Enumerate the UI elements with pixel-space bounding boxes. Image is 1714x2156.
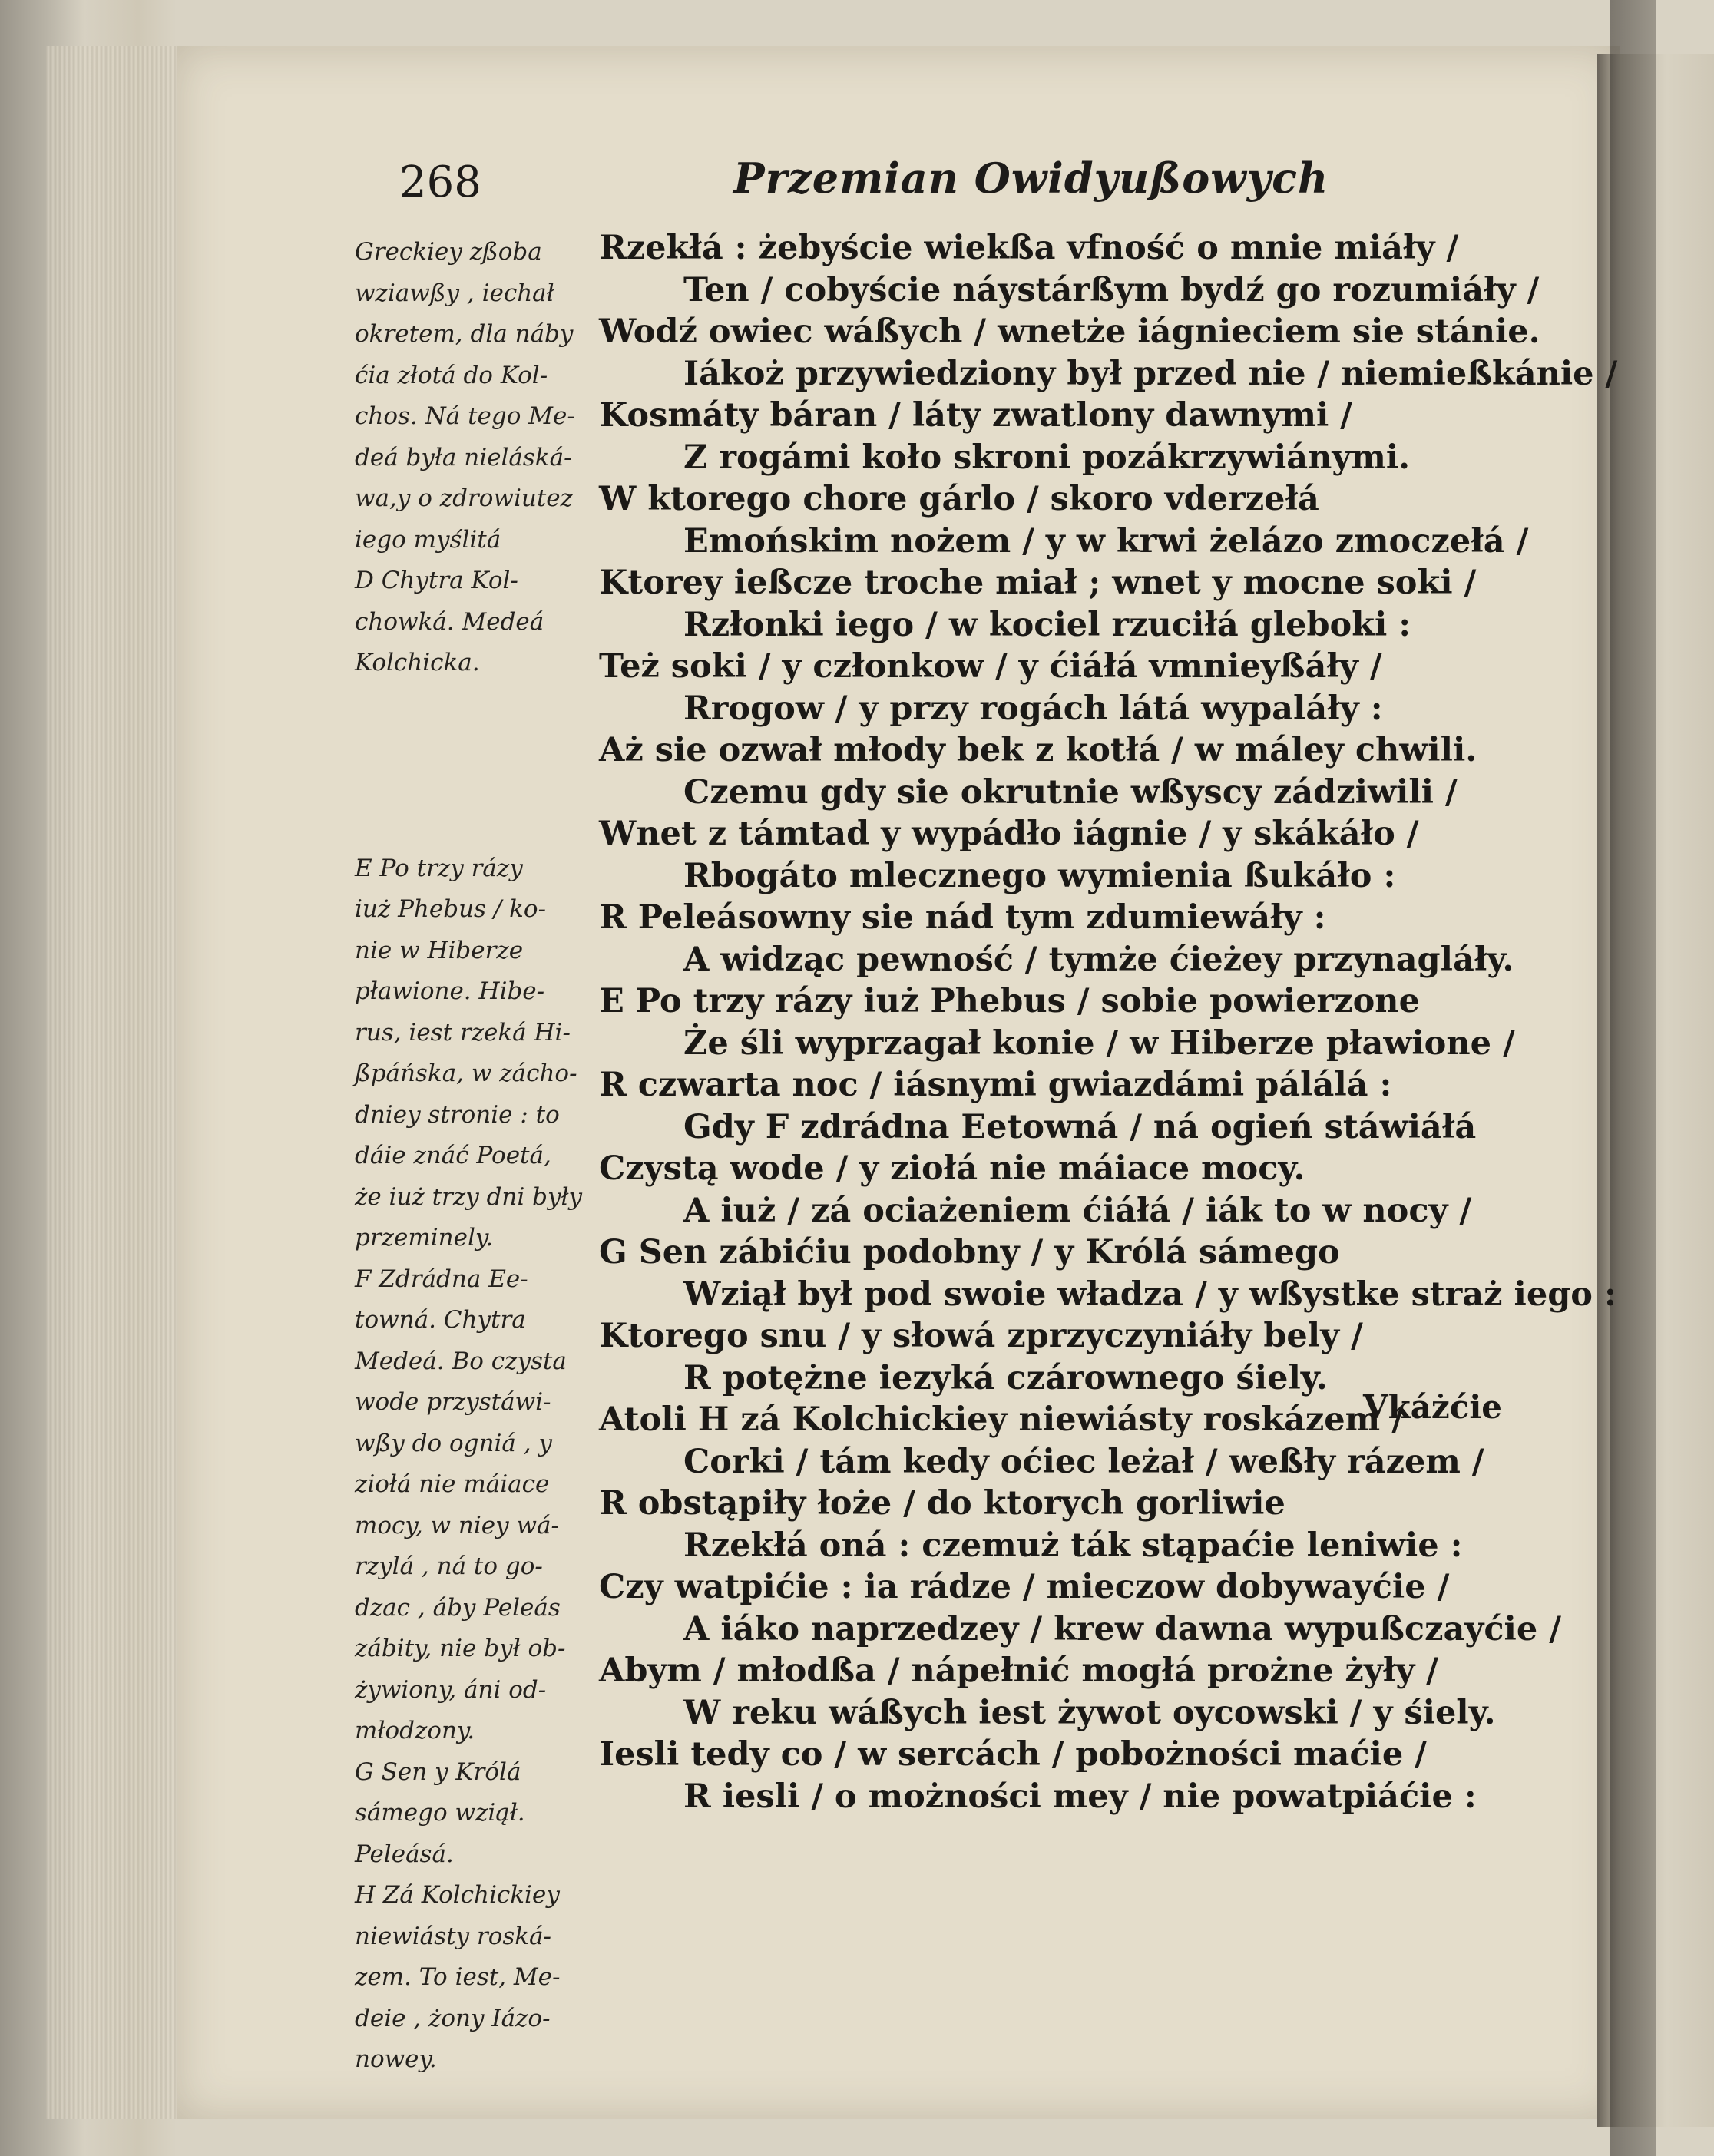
margin-note-line: sámego wziął. (355, 1799, 525, 1827)
margin-note-line: dniey stronie : to (355, 1100, 560, 1129)
margin-note-line: G Sen y Królá (355, 1758, 521, 1786)
margin-note-line: deá była nieláská- (355, 443, 572, 471)
margin-note-line: Kolchicka. (355, 649, 480, 676)
verse-line: Rzłonki iego / w kociel rzuciłá gleboki : (683, 605, 1411, 644)
margin-note-line: Peleásá. (355, 1840, 454, 1868)
margin-note-line: nie w Hiberze (355, 936, 524, 964)
margin-note-line: deie , żony Iázo- (355, 2004, 551, 2032)
verse-line: Rzekłá : żebyście wiekßa vfność o mnie miáły / (599, 229, 1459, 267)
margin-note-line: ßpáńska, w zácho- (355, 1060, 577, 1087)
margin-note-line: zábity, nie był ob- (355, 1635, 566, 1662)
margin-note-line: chos. Ná tego Me- (355, 402, 575, 430)
page-number: 268 (399, 157, 481, 207)
margin-note-line: H Zá Kolchickiey (355, 1881, 560, 1909)
margin-note-line: żywiony, áni od- (355, 1675, 547, 1704)
catchword: Vkáżćie (1363, 1388, 1503, 1426)
verse-line: Iesli tedy co / w sercách / pobożności maćie / (599, 1735, 1427, 1774)
verse-line: W ktorego chore gárlo / skoro vderzełá (599, 480, 1319, 518)
running-title: Przemian Owidyußowych (733, 154, 1329, 203)
verse-line: A iáko naprzedzey / krew dawna wypußczayćie / (683, 1609, 1561, 1648)
verse-line: Ktorego snu / y słowá zprzyczyniáły bely / (599, 1317, 1363, 1355)
margin-note-line: przeminely. (355, 1224, 494, 1252)
verse-line: Z rogámi koło skroni pozákrzywiánymi. (683, 438, 1411, 477)
margin-note-line: młodzony. (355, 1717, 475, 1744)
margin-note-line: D Chytra Kol- (355, 567, 518, 594)
margin-note-line: zem. To iest, Me- (355, 1963, 561, 1991)
margin-note-line: wßy do ogniá , y (355, 1429, 552, 1457)
margin-note-line: rzylá , ná to go- (355, 1553, 543, 1580)
margin-note-line (355, 766, 585, 808)
margin-note-line: Greckiey zßoba (355, 238, 542, 266)
margin-note-line: wa,y o zdrowiutez (355, 484, 573, 512)
verse-line: Corki / tám kedy oćiec leżał / weßły rázem / (683, 1442, 1484, 1481)
verse-line: R Peleásowny sie nád tym zdumiewáły : (599, 898, 1326, 937)
verse-line: Aż sie ozwał młody bek z kotłá / w máley chwili. (599, 731, 1477, 769)
margin-note-line: iego myślitá (355, 525, 501, 554)
verse-line: A widząc pewność / tymże ćieżey przynagláły. (683, 940, 1514, 979)
margin-note-line: pławione. Hibe- (355, 977, 545, 1005)
margin-note-line: wode przystáwi- (355, 1388, 551, 1416)
margin-note-line: okretem, dla náby (355, 320, 574, 348)
verse-line: Emońskim nożem / y w krwi żelázo zmoczełá / (683, 521, 1529, 560)
margin-note-line: chowká. Medeá (355, 607, 544, 636)
verse-line: Ten / cobyście náystárßym bydź go rozumiáły / (683, 270, 1540, 309)
verse-line: Iákoż przywiedziony był przed nie / niemießkánie / (683, 354, 1618, 393)
margin-note-line: że iuż trzy dni były (355, 1182, 583, 1211)
margin-note-line: nowey. (355, 2045, 437, 2073)
verse-line: Abym / młodßa / nápełnić mogłá prożne żyły / (599, 1652, 1439, 1690)
margin-notes (355, 232, 585, 2081)
margin-note-line: F Zdrádna Ee- (355, 1265, 528, 1293)
verse-text (599, 227, 1618, 1817)
verse-line: Ktorey ießcze troche miał ; wnet y mocne soki / (599, 564, 1477, 602)
verse-line: Atoli H zá Kolchickiey niewiásty roskázem / (599, 1400, 1404, 1439)
margin-note-line: mocy, w niey wá- (355, 1511, 559, 1539)
verse-line: Rrogow / y przy rogách látá wypaláły : (683, 689, 1383, 728)
verse-line: E Po trzy rázy iuż Phebus / sobie powierzone (599, 982, 1420, 1020)
verse-line: Rbogáto mlecznego wymienia ßukáło : (683, 856, 1396, 895)
verse-line: Rzekłá oná : czemuż ták stąpaćie leniwie : (683, 1526, 1463, 1565)
margin-note-line: Medeá. Bo czysta (355, 1347, 567, 1375)
margin-note-line: ćia złotá do Kol- (355, 361, 548, 389)
margin-note-line: niewiásty roská- (355, 1922, 552, 1950)
verse-line: Kosmáty báran / láty zwatlony dawnymi / (599, 396, 1352, 435)
verse-line: W reku wáßych iest żywot oycowski / y śiely. (683, 1693, 1496, 1732)
verse-line: G Sen zábićiu podobny / y Królá sámego (599, 1233, 1340, 1271)
verse-line: Też soki / y członkow / y ćiáłá vmnieyßáły / (599, 647, 1382, 686)
verse-line: R czwarta noc / iásnymi gwiazdámi pálálá : (599, 1066, 1392, 1104)
verse-line: R obstąpiły łoże / do ktorych gorliwie (599, 1484, 1286, 1523)
verse-line: Czemu gdy sie okrutnie wßyscy zádziwili / (683, 772, 1458, 812)
margin-note-line: dáie znáć Poetá, (355, 1142, 551, 1169)
verse-line: Czystą wode / y ziołá nie máiace mocy. (599, 1149, 1305, 1188)
verse-line: Czy watpićie : ia rádze / mieczow dobywayćie / (599, 1568, 1450, 1606)
margin-note-line (355, 807, 585, 848)
margin-note-line: towná. Chytra (355, 1306, 526, 1334)
margin-note-line: rus, iest rzeká Hi- (355, 1018, 571, 1047)
verse-line: Że śli wyprzagał konie / w Hiberze pławione / (683, 1023, 1515, 1063)
verse-line: Wnet z támtad y wypádło iágnie / y skákáło / (599, 815, 1419, 853)
margin-note-line: wziawßy , iechał (355, 279, 554, 307)
verse-line: R potężne iezyká czárownego śiely. (683, 1358, 1328, 1397)
margin-note-line: iuż Phebus / ko- (355, 895, 547, 923)
margin-note-line (355, 725, 585, 766)
verse-line: R iesli / o możności mey / nie powatpiáćie : (683, 1777, 1477, 1816)
margin-note-line: E Po trzy rázy (355, 854, 523, 882)
verse-line: Gdy F zdrádna Eetowná / ná ogień stáwiáłá (683, 1107, 1477, 1146)
margin-note-line (355, 684, 585, 726)
spine (1610, 0, 1656, 2156)
margin-note-line: dzac , áby Peleás (355, 1593, 561, 1622)
verse-line: Wodź owiec wáßych / wnetże iágnieciem sie stánie. (599, 312, 1540, 351)
margin-note-line: ziołá nie máiace (355, 1470, 550, 1498)
verse-line: A iuż / zá ociażeniem ćiáłá / iák to w nocy / (683, 1191, 1472, 1230)
verse-line: Wziął był pod swoie władza / y wßystke straż iego : (683, 1275, 1616, 1314)
